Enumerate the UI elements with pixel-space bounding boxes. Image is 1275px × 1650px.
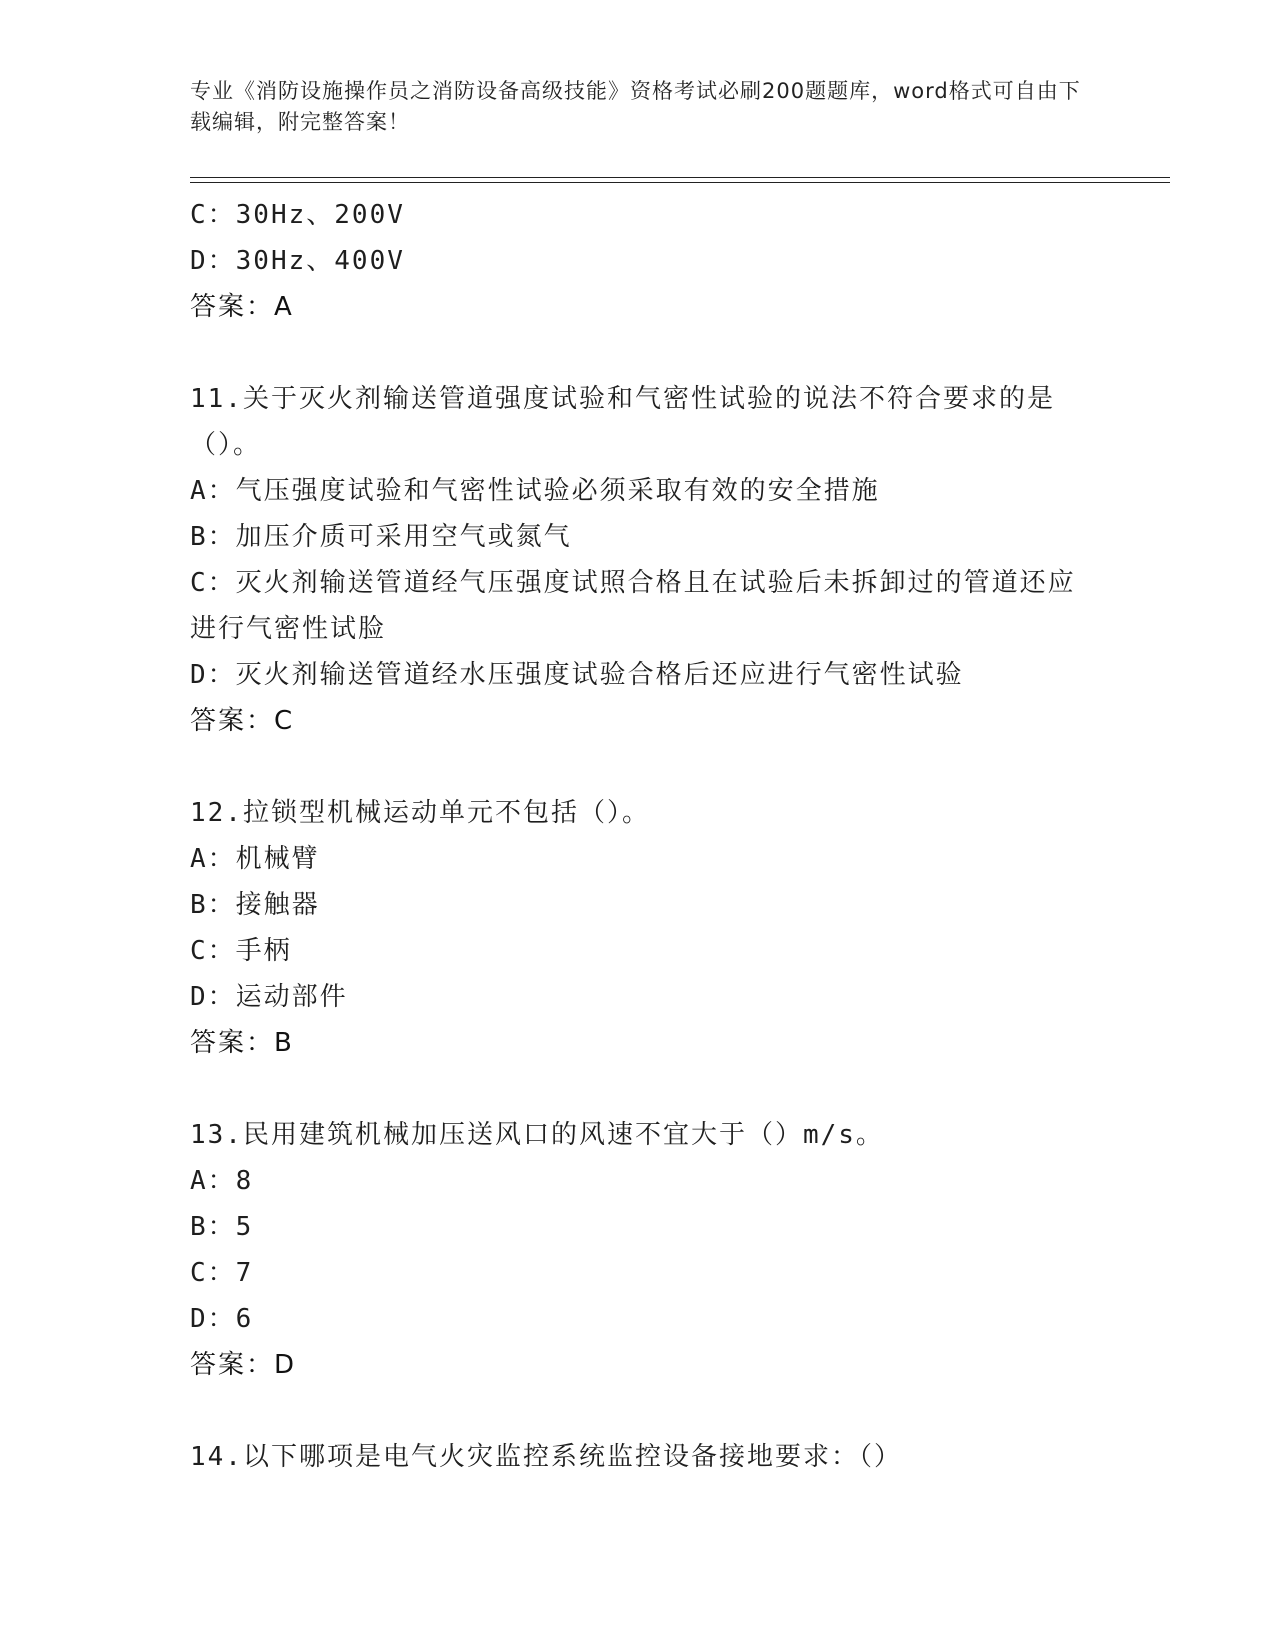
- option-d: D：30Hz、400V: [190, 246, 405, 276]
- option-b: B：加压介质可采用空气或氮气: [190, 522, 572, 552]
- header-divider-bottom: [190, 182, 1170, 183]
- option-b: B：接触器: [190, 890, 320, 920]
- option-a: A：气压强度试验和气密性试验必须采取有效的安全措施: [190, 476, 880, 506]
- option-c: C：灭火剂输送管道经气压强度试照合格且在试验后未拆卸过的管道还应进行气密性试脸: [190, 568, 1076, 644]
- answer-line: 答案：A: [190, 292, 294, 322]
- option-d: D：6: [190, 1304, 254, 1334]
- spacer: [190, 744, 1090, 790]
- question-12: [190, 790, 1090, 1066]
- question-stem: 12.拉锁型机械运动单元不包括（）。: [190, 798, 650, 828]
- option-c: C：7: [190, 1258, 254, 1288]
- answer-line: 答案：B: [190, 1028, 294, 1058]
- question-11: [190, 376, 1090, 744]
- answer-line: 答案：C: [190, 706, 295, 736]
- spacer: [190, 1388, 1090, 1434]
- option-d: D：运动部件: [190, 982, 348, 1012]
- header-divider-top: [190, 177, 1170, 178]
- option-a: A：机械臂: [190, 844, 320, 874]
- spacer: [190, 1066, 1090, 1112]
- option-d: D：灭火剂输送管道经水压强度试验合格后还应进行气密性试验: [190, 660, 964, 690]
- question-stem: 11.关于灭火剂输送管道强度试验和气密性试验的说法不符合要求的是（）。: [190, 384, 1055, 460]
- answer-line: 答案：D: [190, 1350, 297, 1380]
- previous-question-block: [190, 192, 1090, 330]
- option-b: B：5: [190, 1212, 254, 1242]
- question-14: [190, 1434, 1090, 1480]
- spacer: [190, 330, 1090, 376]
- question-content: [190, 192, 1090, 1480]
- question-stem: 14.以下哪项是电气火灾监控系统监控设备接地要求：（）: [190, 1442, 902, 1472]
- document-header: 专业《消防设施操作员之消防设备高级技能》资格考试必刷200题题库，word格式可自由下载编辑，附完整答案！: [190, 79, 1081, 134]
- option-a: A：8: [190, 1166, 254, 1196]
- question-stem: 13.民用建筑机械加压送风口的风速不宜大于（）m/s。: [190, 1120, 884, 1150]
- option-c: C：手柄: [190, 936, 292, 966]
- question-13: [190, 1112, 1090, 1388]
- option-c: C：30Hz、200V: [190, 200, 405, 230]
